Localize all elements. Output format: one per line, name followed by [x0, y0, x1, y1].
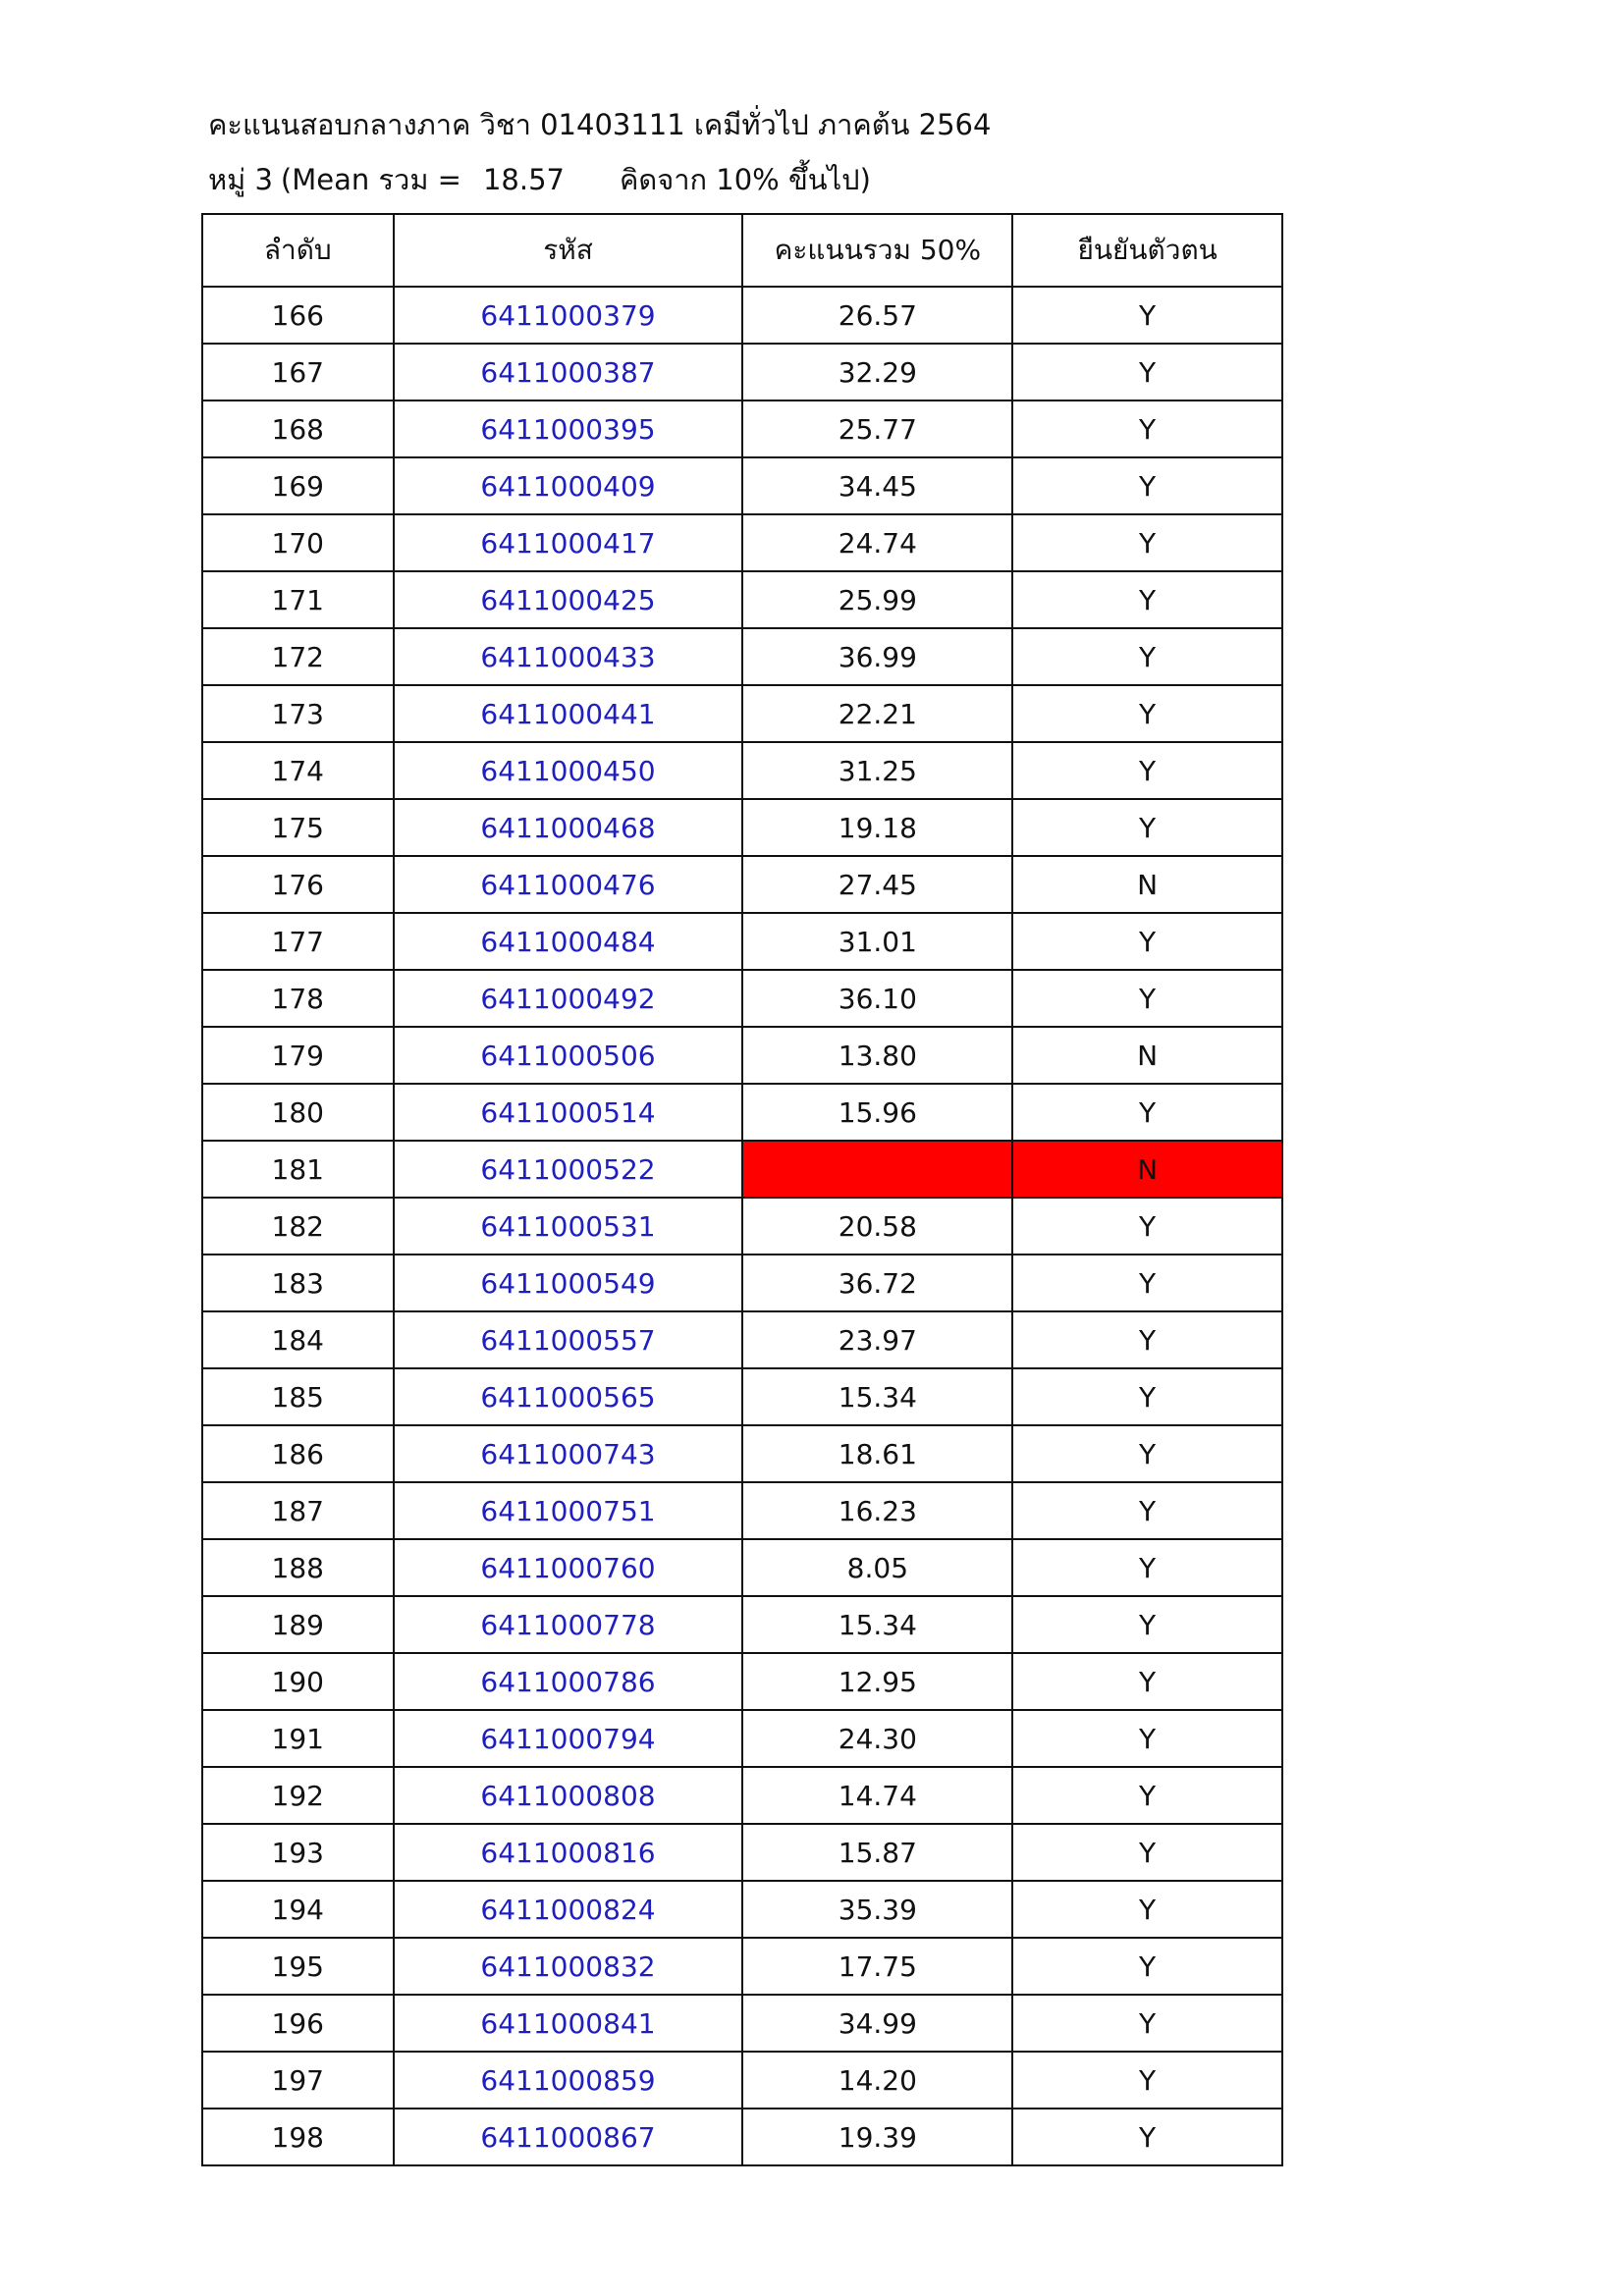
cell-score: 16.23	[742, 1482, 1012, 1539]
cell-student-code: 6411000425	[394, 571, 743, 628]
cell-verified: Y	[1012, 1653, 1282, 1710]
cell-student-code: 6411000379	[394, 287, 743, 344]
cell-student-code: 6411000492	[394, 970, 743, 1027]
cell-student-code: 6411000808	[394, 1767, 743, 1824]
cell-score: 8.05	[742, 1539, 1012, 1596]
cell-verified: Y	[1012, 1938, 1282, 1995]
cell-score: 36.72	[742, 1255, 1012, 1311]
score-table	[201, 213, 1283, 2166]
cell-student-code: 6411000786	[394, 1653, 743, 1710]
cell-verified: Y	[1012, 970, 1282, 1027]
cell-score: 25.77	[742, 400, 1012, 457]
cell-order: 170	[202, 514, 394, 571]
cell-order: 191	[202, 1710, 394, 1767]
cell-student-code: 6411000506	[394, 1027, 743, 1084]
cell-score: 36.10	[742, 970, 1012, 1027]
cell-verified: Y	[1012, 514, 1282, 571]
cell-student-code: 6411000484	[394, 913, 743, 970]
mean-value: 18.57	[482, 163, 565, 196]
table-row	[202, 742, 1282, 799]
cell-verified: Y	[1012, 1482, 1282, 1539]
cell-order: 195	[202, 1938, 394, 1995]
cell-verified: Y	[1012, 400, 1282, 457]
table-row	[202, 1084, 1282, 1141]
cell-order: 173	[202, 685, 394, 742]
cell-student-code: 6411000751	[394, 1482, 743, 1539]
cell-order: 178	[202, 970, 394, 1027]
cell-student-code: 6411000476	[394, 856, 743, 913]
cell-score: 24.74	[742, 514, 1012, 571]
cell-order: 193	[202, 1824, 394, 1881]
table-row	[202, 856, 1282, 913]
cell-student-code: 6411000387	[394, 344, 743, 400]
cell-verified: Y	[1012, 1881, 1282, 1938]
cell-order: 190	[202, 1653, 394, 1710]
cell-score: 27.45	[742, 856, 1012, 913]
cell-order: 172	[202, 628, 394, 685]
table-row	[202, 1539, 1282, 1596]
cell-score: 25.99	[742, 571, 1012, 628]
cell-order: 192	[202, 1767, 394, 1824]
table-row	[202, 400, 1282, 457]
table-row	[202, 970, 1282, 1027]
cell-student-code: 6411000841	[394, 1995, 743, 2052]
table-header-row	[202, 214, 1282, 287]
table-row	[202, 457, 1282, 514]
group-summary	[208, 160, 991, 199]
cell-order: 175	[202, 799, 394, 856]
mean-note: คิดจาก 10% ขึ้นไป)	[619, 163, 871, 196]
cell-order: 179	[202, 1027, 394, 1084]
cell-order: 182	[202, 1198, 394, 1255]
cell-verified: N	[1012, 1141, 1282, 1198]
cell-student-code: 6411000468	[394, 799, 743, 856]
cell-order: 188	[202, 1539, 394, 1596]
column-header-verified: ยืนยันตัวตน	[1012, 214, 1282, 287]
cell-score: 35.39	[742, 1881, 1012, 1938]
cell-verified: Y	[1012, 685, 1282, 742]
cell-student-code: 6411000514	[394, 1084, 743, 1141]
table-row	[202, 628, 1282, 685]
cell-order: 181	[202, 1141, 394, 1198]
cell-score: 19.39	[742, 2109, 1012, 2165]
cell-order: 166	[202, 287, 394, 344]
cell-student-code: 6411000450	[394, 742, 743, 799]
page-title: คะแนนสอบกลางภาค วิชา 01403111 เคมีทั่วไป ภาคต้น 2564	[208, 108, 992, 141]
group-label: หมู่ 3	[208, 163, 273, 196]
table-row	[202, 1653, 1282, 1710]
cell-order: 186	[202, 1425, 394, 1482]
table-row	[202, 799, 1282, 856]
cell-score: 36.99	[742, 628, 1012, 685]
cell-score: 15.87	[742, 1824, 1012, 1881]
column-header-score: คะแนนรวม 50%	[742, 214, 1012, 287]
cell-score: 34.99	[742, 1995, 1012, 2052]
cell-student-code: 6411000565	[394, 1368, 743, 1425]
cell-verified: Y	[1012, 344, 1282, 400]
cell-verified: N	[1012, 1027, 1282, 1084]
table-row	[202, 1027, 1282, 1084]
cell-verified: Y	[1012, 1767, 1282, 1824]
cell-order: 184	[202, 1311, 394, 1368]
cell-score: 24.30	[742, 1710, 1012, 1767]
cell-score: 15.34	[742, 1368, 1012, 1425]
table-row	[202, 287, 1282, 344]
table-row	[202, 913, 1282, 970]
cell-student-code: 6411000832	[394, 1938, 743, 1995]
cell-score	[742, 1141, 1012, 1198]
cell-order: 174	[202, 742, 394, 799]
cell-order: 187	[202, 1482, 394, 1539]
cell-verified: Y	[1012, 287, 1282, 344]
cell-verified: Y	[1012, 1198, 1282, 1255]
cell-score: 31.25	[742, 742, 1012, 799]
column-header-code: รหัส	[394, 214, 743, 287]
document-header	[208, 103, 991, 199]
cell-student-code: 6411000859	[394, 2052, 743, 2109]
table-body	[202, 287, 1282, 2165]
cell-order: 194	[202, 1881, 394, 1938]
cell-score: 34.45	[742, 457, 1012, 514]
table-row	[202, 514, 1282, 571]
cell-verified: Y	[1012, 1824, 1282, 1881]
column-header-order: ลำดับ	[202, 214, 394, 287]
table-row	[202, 571, 1282, 628]
cell-verified: Y	[1012, 1539, 1282, 1596]
cell-score: 15.34	[742, 1596, 1012, 1653]
table-row	[202, 1596, 1282, 1653]
cell-order: 189	[202, 1596, 394, 1653]
cell-verified: Y	[1012, 1368, 1282, 1425]
cell-score: 20.58	[742, 1198, 1012, 1255]
cell-verified: Y	[1012, 1255, 1282, 1311]
table-row	[202, 685, 1282, 742]
cell-score: 12.95	[742, 1653, 1012, 1710]
cell-verified: Y	[1012, 742, 1282, 799]
cell-score: 31.01	[742, 913, 1012, 970]
cell-student-code: 6411000395	[394, 400, 743, 457]
table-row	[202, 344, 1282, 400]
cell-score: 15.96	[742, 1084, 1012, 1141]
table-row	[202, 1368, 1282, 1425]
cell-score: 13.80	[742, 1027, 1012, 1084]
cell-score: 18.61	[742, 1425, 1012, 1482]
cell-score: 19.18	[742, 799, 1012, 856]
cell-order: 176	[202, 856, 394, 913]
cell-student-code: 6411000522	[394, 1141, 743, 1198]
mean-label: (Mean รวม =	[280, 163, 461, 196]
table-row	[202, 1482, 1282, 1539]
cell-order: 177	[202, 913, 394, 970]
cell-verified: N	[1012, 856, 1282, 913]
table-row	[202, 2109, 1282, 2165]
cell-student-code: 6411000433	[394, 628, 743, 685]
cell-student-code: 6411000824	[394, 1881, 743, 1938]
cell-verified: Y	[1012, 1084, 1282, 1141]
table-row	[202, 1425, 1282, 1482]
cell-verified: Y	[1012, 571, 1282, 628]
cell-verified: Y	[1012, 913, 1282, 970]
cell-verified: Y	[1012, 1596, 1282, 1653]
cell-verified: Y	[1012, 1995, 1282, 2052]
table-row	[202, 1995, 1282, 2052]
cell-score: 14.74	[742, 1767, 1012, 1824]
table-row	[202, 1141, 1282, 1198]
cell-order: 167	[202, 344, 394, 400]
cell-order: 180	[202, 1084, 394, 1141]
table-row	[202, 1198, 1282, 1255]
cell-student-code: 6411000549	[394, 1255, 743, 1311]
cell-student-code: 6411000441	[394, 685, 743, 742]
cell-order: 183	[202, 1255, 394, 1311]
cell-order: 168	[202, 400, 394, 457]
cell-order: 171	[202, 571, 394, 628]
cell-verified: Y	[1012, 2109, 1282, 2165]
cell-student-code: 6411000557	[394, 1311, 743, 1368]
cell-student-code: 6411000417	[394, 514, 743, 571]
cell-score: 26.57	[742, 287, 1012, 344]
cell-score: 32.29	[742, 344, 1012, 400]
cell-score: 17.75	[742, 1938, 1012, 1995]
table-row	[202, 1824, 1282, 1881]
table-row	[202, 1881, 1282, 1938]
cell-verified: Y	[1012, 1311, 1282, 1368]
table-row	[202, 1938, 1282, 1995]
cell-order: 197	[202, 2052, 394, 2109]
cell-student-code: 6411000816	[394, 1824, 743, 1881]
table-row	[202, 1311, 1282, 1368]
cell-verified: Y	[1012, 457, 1282, 514]
table-row	[202, 1255, 1282, 1311]
cell-student-code: 6411000743	[394, 1425, 743, 1482]
table-row	[202, 2052, 1282, 2109]
cell-student-code: 6411000778	[394, 1596, 743, 1653]
cell-student-code: 6411000760	[394, 1539, 743, 1596]
cell-verified: Y	[1012, 1710, 1282, 1767]
cell-student-code: 6411000409	[394, 457, 743, 514]
cell-score: 14.20	[742, 2052, 1012, 2109]
cell-order: 169	[202, 457, 394, 514]
cell-order: 196	[202, 1995, 394, 2052]
cell-verified: Y	[1012, 628, 1282, 685]
cell-verified: Y	[1012, 799, 1282, 856]
table-row	[202, 1767, 1282, 1824]
cell-order: 198	[202, 2109, 394, 2165]
cell-verified: Y	[1012, 2052, 1282, 2109]
cell-score: 22.21	[742, 685, 1012, 742]
cell-order: 185	[202, 1368, 394, 1425]
cell-score: 23.97	[742, 1311, 1012, 1368]
table-row	[202, 1710, 1282, 1767]
cell-student-code: 6411000867	[394, 2109, 743, 2165]
cell-verified: Y	[1012, 1425, 1282, 1482]
cell-student-code: 6411000531	[394, 1198, 743, 1255]
cell-student-code: 6411000794	[394, 1710, 743, 1767]
